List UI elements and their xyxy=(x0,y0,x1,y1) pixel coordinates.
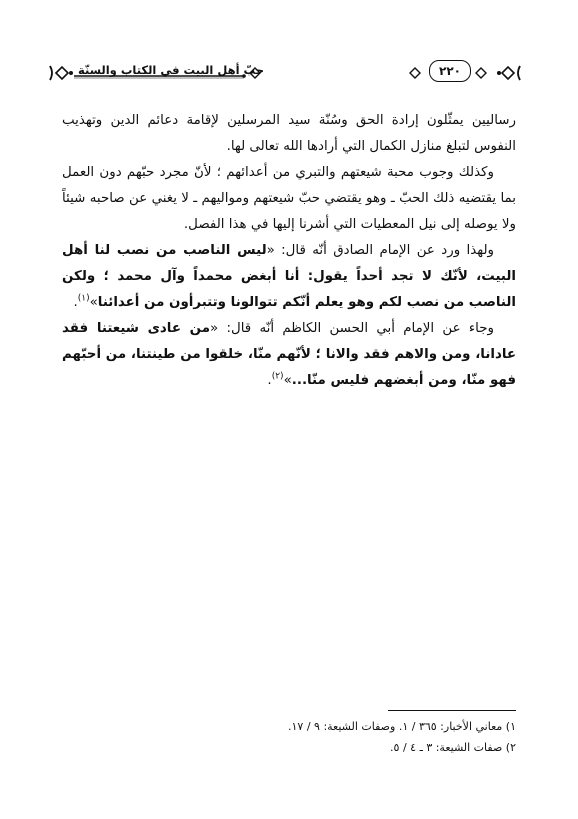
ornament-left-icon xyxy=(50,66,73,80)
footnote-ref: (١) xyxy=(77,293,90,304)
footnote-item: ١) معاني الأخبار: ٣٦٥ / ١. وصفات الشيعة: ٩ / ١٧. xyxy=(288,720,516,733)
quote-intro: ولهذا ورد عن الإمام الصادق أنّه قال: « xyxy=(266,243,494,258)
paragraph-quote-sadiq xyxy=(62,238,516,316)
hadith-quote: من عادى شيعتنا فقد عادانا، ومن والاهم فقد والانا ؛ لأنّهم منّا، خلقوا من طينتنا، من أحبّهم فهو منّا، ومن أبغضهم فليس منّا... xyxy=(62,321,516,388)
page-number: ٢٢٠ xyxy=(429,60,471,82)
punctuation: . xyxy=(73,295,78,310)
paragraph: وكذلك وجوب محبة شيعتهم والتبري من أعدائهم ؛ لأنّ مجرد حبّهم دون العمل بما يقتضيه ذلك الحبّ ـ وهو يقتضي حبّ شيعتهم ومواليهم ـ لا يغني عن صاحبه شيئاً ولا يوصله إلى نيل المعطيات التي أشرنا إليها في هذا الفصل. xyxy=(62,165,516,232)
body-text xyxy=(62,108,516,394)
footnotes xyxy=(62,716,516,758)
running-header xyxy=(44,56,526,90)
paragraph: رساليين يمثّلون إرادة الحق وسُنّة سيد المرسلين لإقامة دعائم الدين وتهذيب النفوس لتبلغ منازل الكمال التي أرادها الله تعالى لها. xyxy=(62,113,516,154)
paragraph-quote-kazim xyxy=(62,316,516,394)
punctuation: . xyxy=(267,373,272,388)
quote-close: » xyxy=(89,295,98,310)
ornament-right-icon xyxy=(497,66,520,80)
footnote-item: ٢) صفات الشيعة: ٣ ـ ٤ / ٥. xyxy=(390,741,516,754)
quote-intro: وجاء عن الإمام أبي الحسن الكاظم أنّه قال: « xyxy=(210,321,494,336)
quote-close: » xyxy=(283,373,292,388)
header-title: حبّ أهل البيت في الكتاب والسنّة xyxy=(78,63,264,77)
footnote-ref: (٢) xyxy=(271,371,284,382)
hadith-quote: ليس الناصب من نصب لنا أهل البيت، لأنّك لا تجد أحداً يقول: أنا أبغض محمداً وآل محمد ؛ ولكن الناصب من نصب لكم وهو يعلم أنّكم تتوالونا وتتبرأون من أعدائنا xyxy=(62,243,516,310)
footnote-divider xyxy=(388,710,516,711)
